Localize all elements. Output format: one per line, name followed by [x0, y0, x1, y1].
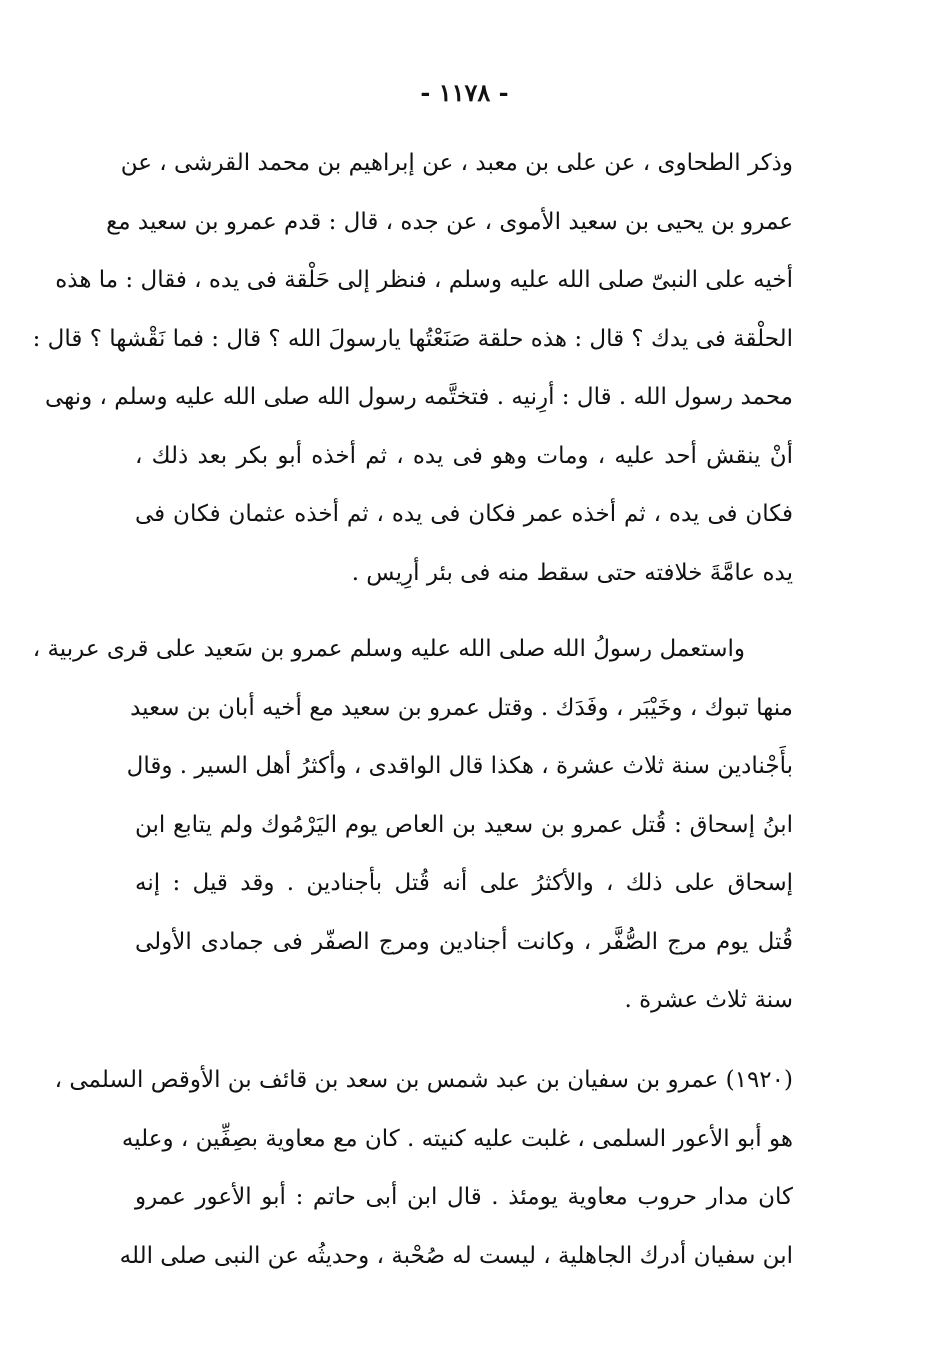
text-line: ابنُ إسحاق : قُتل عمرو بن سعيد بن العاص يوم اليَرْمُوك ولم يتابع ابن — [135, 811, 793, 838]
text-line: إسحاق على ذلك ، والأكثرُ على أنه قُتل بأجنادين . وقد قيل : إنه — [135, 870, 793, 896]
text-line: هو أبو الأعور السلمى ، غلبت عليه كنيته . كان مع معاوية بصِفِّين ، وعليه — [121, 1125, 793, 1152]
text-line: واستعمل رسولُ الله صلى الله عليه وسلم عمرو بن سَعيد على قرى عربية ، — [32, 636, 745, 662]
text-line: محمد رسول الله . قال : أرِنيه . فتختَّمه رسول الله صلى الله عليه وسلم ، ونهى — [44, 384, 793, 410]
text-line: كان مدار حروب معاوية يومئذ . قال ابن أبى حاتم : أبو الأعور عمرو — [135, 1184, 793, 1210]
page-number: - ١١٧٨ - — [420, 78, 509, 107]
paragraph-entry-1920 — [54, 1051, 793, 1285]
paragraph-appointment — [32, 620, 793, 1030]
text-line: أخيه على النبىّ صلى الله عليه وسلم ، فنظر إلى حَلْقة فى يده ، فقال : ما هذه — [55, 267, 793, 293]
text-line: بأَجْنادين سنة ثلاث عشرة ، هكذا قال الواقدى ، وأكثرُ أهل السير . وقال — [126, 753, 793, 779]
text-line: سنة ثلاث عشرة . — [624, 987, 793, 1013]
text-line: قُتل يوم مرج الصُّفَّر ، وكانت أجنادين ومرج الصفّر فى جمادى الأولى — [135, 928, 793, 955]
text-line: الحلْقة فى يدك ؟ قال : هذه حلقة صَنَعْتُها يارسولَ الله ؟ قال : فما نَقْشها ؟ قال : — [32, 325, 793, 352]
text-line: أنْ ينقش أحد عليه ، ومات وهو فى يده ، ثم أخذه أبو بكر بعد ذلك ، — [135, 442, 793, 469]
text-line: فكان فى يده ، ثم أخذه عمر فكان فى يده ، ثم أخذه عثمان فكان فى — [135, 501, 793, 527]
text-line: وذكر الطحاوى ، عن على بن معبد ، عن إبراهيم بن محمد القرشى ، عن — [120, 150, 793, 176]
paragraph-tahawi-report — [32, 134, 793, 602]
text-line: يده عامَّةَ خلافته حتى سقط منه فى بئر أرِيس . — [351, 559, 793, 586]
text-line: عمرو بن يحيى بن سعيد الأموى ، عن جده ، قال : قدم عمرو بن سعيد مع — [106, 208, 793, 235]
text-line: (١٩٢٠) عمرو بن سفيان بن عبد شمس بن سعد بن قائف بن الأوقص السلمى ، — [54, 1067, 793, 1093]
text-line: ابن سفيان أدرك الجاهلية ، ليست له صُحْبة ، وحديثُه عن النبى صلى الله — [119, 1242, 793, 1269]
text-line: منها تبوك ، وخَيْبَر ، وفَدَك . وقتل عمرو بن سعيد مع أخيه أبان بن سعيد — [130, 694, 793, 721]
